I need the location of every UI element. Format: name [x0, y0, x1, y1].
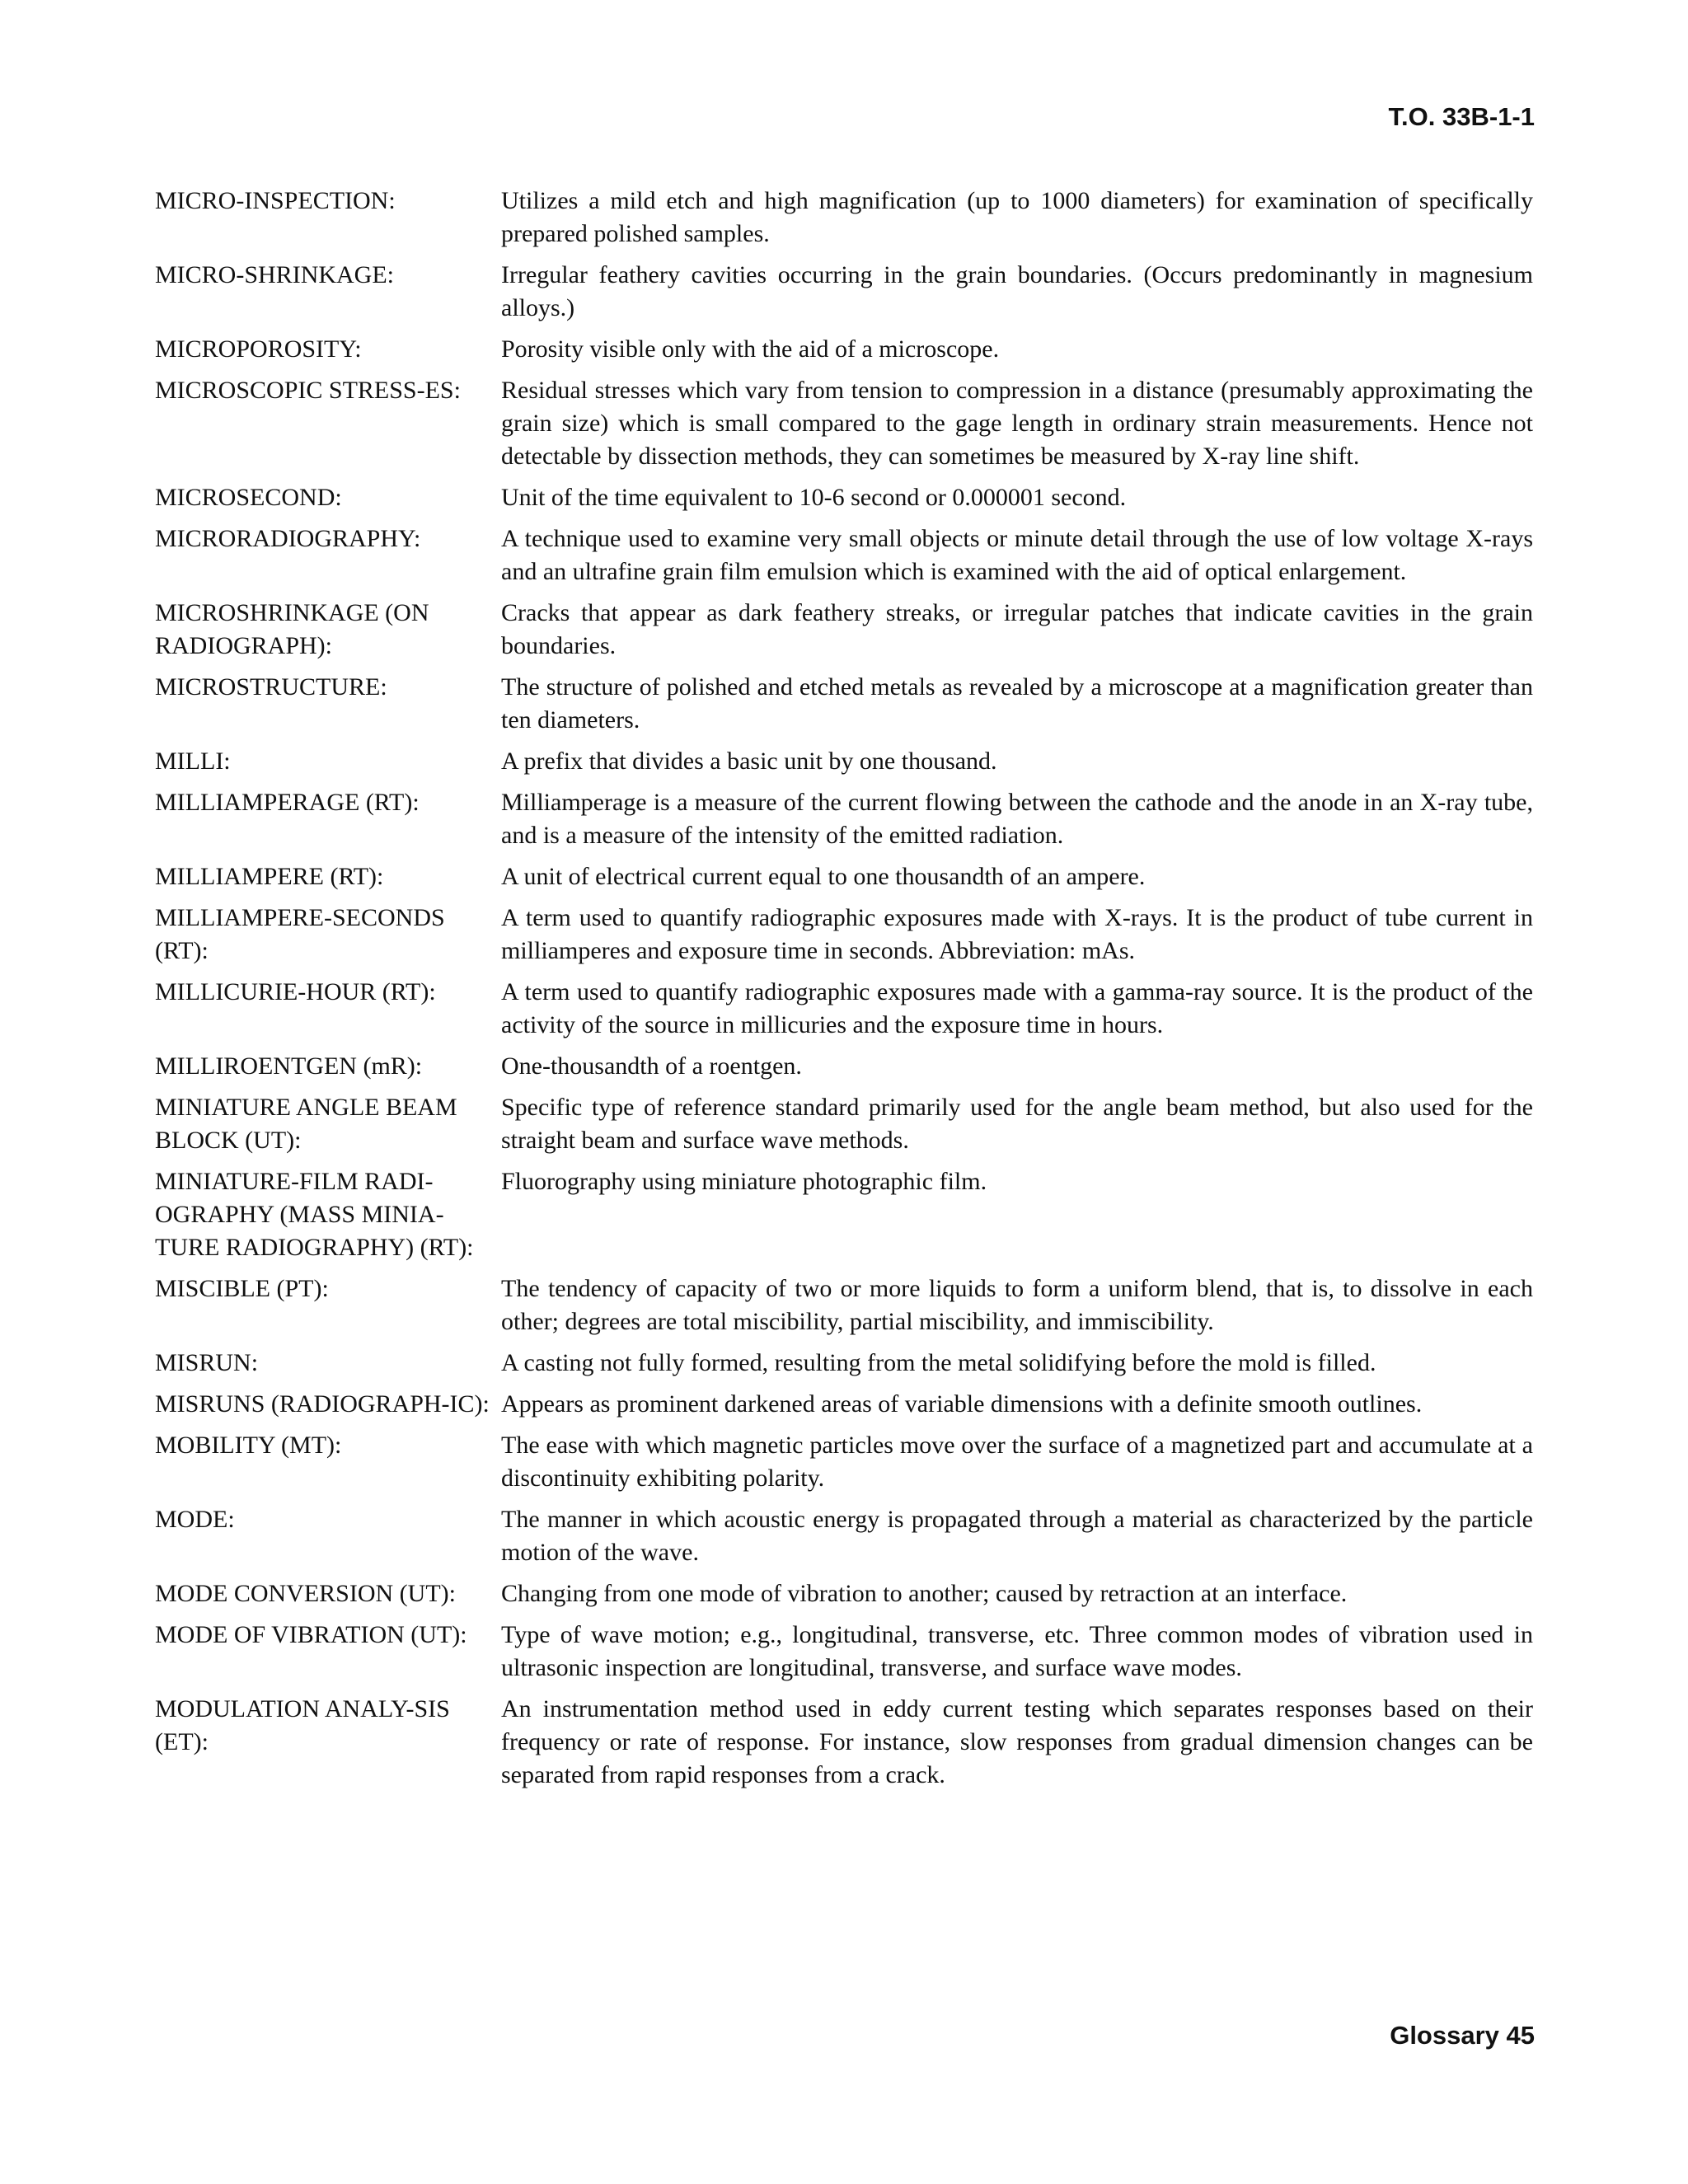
glossary-definition: A casting not fully formed, resulting from the metal solidifying before the mold is filled. [501, 1349, 1376, 1376]
glossary-entry [155, 1619, 1533, 1685]
glossary-entry [155, 333, 1533, 366]
glossary-definition: A technique used to examine very small objects or minute detail through the use of low voltage X-rays and an ultrafine grain film emulsion which is examined with the aid of optical enlargement. [501, 525, 1533, 585]
glossary-definition: Unit of the time equivalent to 10-6 second or 0.000001 second. [501, 484, 1127, 511]
glossary-entry [155, 786, 1533, 852]
glossary-definition: Residual stresses which vary from tension to compression in a distance (presumably approximating the grain size) which is small compared to the gage length in ordinary strain measurements. Hence not detectable by dissection methods, they can sometimes be measured by X-ray line shift. [501, 377, 1533, 470]
glossary-entry [155, 902, 1533, 968]
glossary-term: MILLIROENTGEN (mR): [155, 1052, 423, 1080]
glossary-definition: The ease with which magnetic particles move over the surface of a magnetized part and accumulate at a discontinuity exhibiting polarity. [501, 1432, 1533, 1492]
glossary-entry [155, 1388, 1533, 1421]
glossary-term: MICROSECOND: [155, 484, 342, 511]
glossary-term: MICROSHRINKAGE (ON RADIOGRAPH): [155, 599, 429, 659]
glossary-entry [155, 374, 1533, 473]
glossary-term: MILLIAMPERAGE (RT): [155, 789, 420, 816]
glossary-definition: An instrumentation method used in eddy current testing which separates responses based on their frequency or rate of response. For instance, slow responses from gradual dimension changes can be separated from rapid responses from a crack. [501, 1695, 1533, 1788]
document-id-header: T.O. 33B-1-1 [1388, 102, 1535, 131]
page-number-footer: Glossary 45 [1390, 2021, 1535, 2050]
glossary-entry [155, 523, 1533, 588]
glossary-definition: Utilizes a mild etch and high magnification (up to 1000 diameters) for examination of specifically prepared polished samples. [501, 187, 1533, 247]
glossary-entry [155, 1503, 1533, 1569]
glossary-term: MOBILITY (MT): [155, 1432, 342, 1459]
glossary-term: MODE OF VIBRATION (UT): [155, 1621, 467, 1648]
glossary-term: MODE CONVERSION (UT): [155, 1580, 456, 1607]
glossary-entry [155, 1165, 1533, 1264]
glossary-term: MILLIAMPERE-SECONDS (RT): [155, 904, 445, 964]
glossary-definition: Appears as prominent darkened areas of variable dimensions with a definite smooth outlines. [501, 1390, 1423, 1418]
glossary-term: MODE: [155, 1506, 235, 1533]
glossary-definition: Cracks that appear as dark feathery streaks, or irregular patches that indicate cavities in the grain boundaries. [501, 599, 1533, 659]
glossary-definition: Milliamperage is a measure of the current flowing between the cathode and the anode in an X-ray tube, and is a measure of the intensity of the emitted radiation. [501, 789, 1533, 849]
glossary-term: MILLI: [155, 748, 231, 775]
glossary-definition: Changing from one mode of vibration to another; caused by retraction at an interface. [501, 1580, 1348, 1607]
glossary-definition: A unit of electrical current equal to one thousandth of an ampere. [501, 863, 1146, 890]
glossary-term: MINIATURE ANGLE BEAM BLOCK (UT): [155, 1094, 457, 1154]
glossary-entry [155, 860, 1533, 893]
glossary-entry [155, 976, 1533, 1042]
glossary-entry [155, 1091, 1533, 1157]
glossary-entry [155, 671, 1533, 737]
glossary-term: MICROPOROSITY: [155, 335, 362, 363]
glossary-definition: Fluorography using miniature photographic film. [501, 1168, 987, 1195]
glossary-list [155, 185, 1533, 1800]
glossary-term: MINIATURE-FILM RADI-OGRAPHY (MASS MINIA-TURE RADIOGRAPHY) (RT): [155, 1168, 474, 1261]
glossary-term: MICROSCOPIC STRESS-ES: [155, 377, 461, 404]
glossary-term: MILLICURIE-HOUR (RT): [155, 978, 436, 1005]
glossary-definition: A term used to quantify radiographic exposures made with X-rays. It is the product of tube current in milliamperes and exposure time in seconds. Abbreviation: mAs. [501, 904, 1533, 964]
glossary-definition: The structure of polished and etched metals as revealed by a microscope at a magnification greater than ten diameters. [501, 673, 1533, 733]
glossary-term: MICRO-INSPECTION: [155, 187, 396, 214]
glossary-definition: One-thousandth of a roentgen. [501, 1052, 802, 1080]
glossary-term: MILLIAMPERE (RT): [155, 863, 384, 890]
glossary-entry [155, 1577, 1533, 1610]
glossary-definition: A term used to quantify radiographic exposures made with a gamma-ray source. It is the product of the activity of the source in millicuries and the exposure time in hours. [501, 978, 1533, 1038]
glossary-definition: A prefix that divides a basic unit by one thousand. [501, 748, 997, 775]
glossary-entry [155, 745, 1533, 778]
glossary-term: MISRUN: [155, 1349, 259, 1376]
glossary-entry [155, 597, 1533, 663]
glossary-entry [155, 1429, 1533, 1495]
glossary-entry [155, 1347, 1533, 1380]
glossary-definition: Type of wave motion; e.g., longitudinal, transverse, etc. Three common modes of vibration used in ultrasonic inspection are longitudinal, transverse, and surface wave modes. [501, 1621, 1533, 1681]
glossary-term: MISCIBLE (PT): [155, 1275, 329, 1302]
glossary-definition: Irregular feathery cavities occurring in the grain boundaries. (Occurs predominantly in magnesium alloys.) [501, 261, 1533, 321]
glossary-definition: The tendency of capacity of two or more liquids to form a uniform blend, that is, to dissolve in each other; degrees are total miscibility, partial miscibility, and immiscibility. [501, 1275, 1533, 1335]
glossary-entry [155, 481, 1533, 514]
glossary-term: MODULATION ANALY-SIS (ET): [155, 1695, 450, 1755]
glossary-entry [155, 1693, 1533, 1792]
glossary-entry [155, 185, 1533, 251]
glossary-term: MISRUNS (RADIOGRAPH-IC): [155, 1390, 490, 1418]
glossary-entry [155, 1050, 1533, 1083]
glossary-term: MICRORADIOGRAPHY: [155, 525, 421, 552]
glossary-definition: Porosity visible only with the aid of a microscope. [501, 335, 1000, 363]
glossary-definition: Specific type of reference standard primarily used for the angle beam method, but also used for the straight beam and surface wave methods. [501, 1094, 1533, 1154]
glossary-entry [155, 1272, 1533, 1338]
glossary-entry [155, 259, 1533, 325]
glossary-term: MICRO-SHRINKAGE: [155, 261, 395, 288]
glossary-definition: The manner in which acoustic energy is propagated through a material as characterized by the particle motion of the wave. [501, 1506, 1533, 1566]
glossary-term: MICROSTRUCTURE: [155, 673, 387, 701]
